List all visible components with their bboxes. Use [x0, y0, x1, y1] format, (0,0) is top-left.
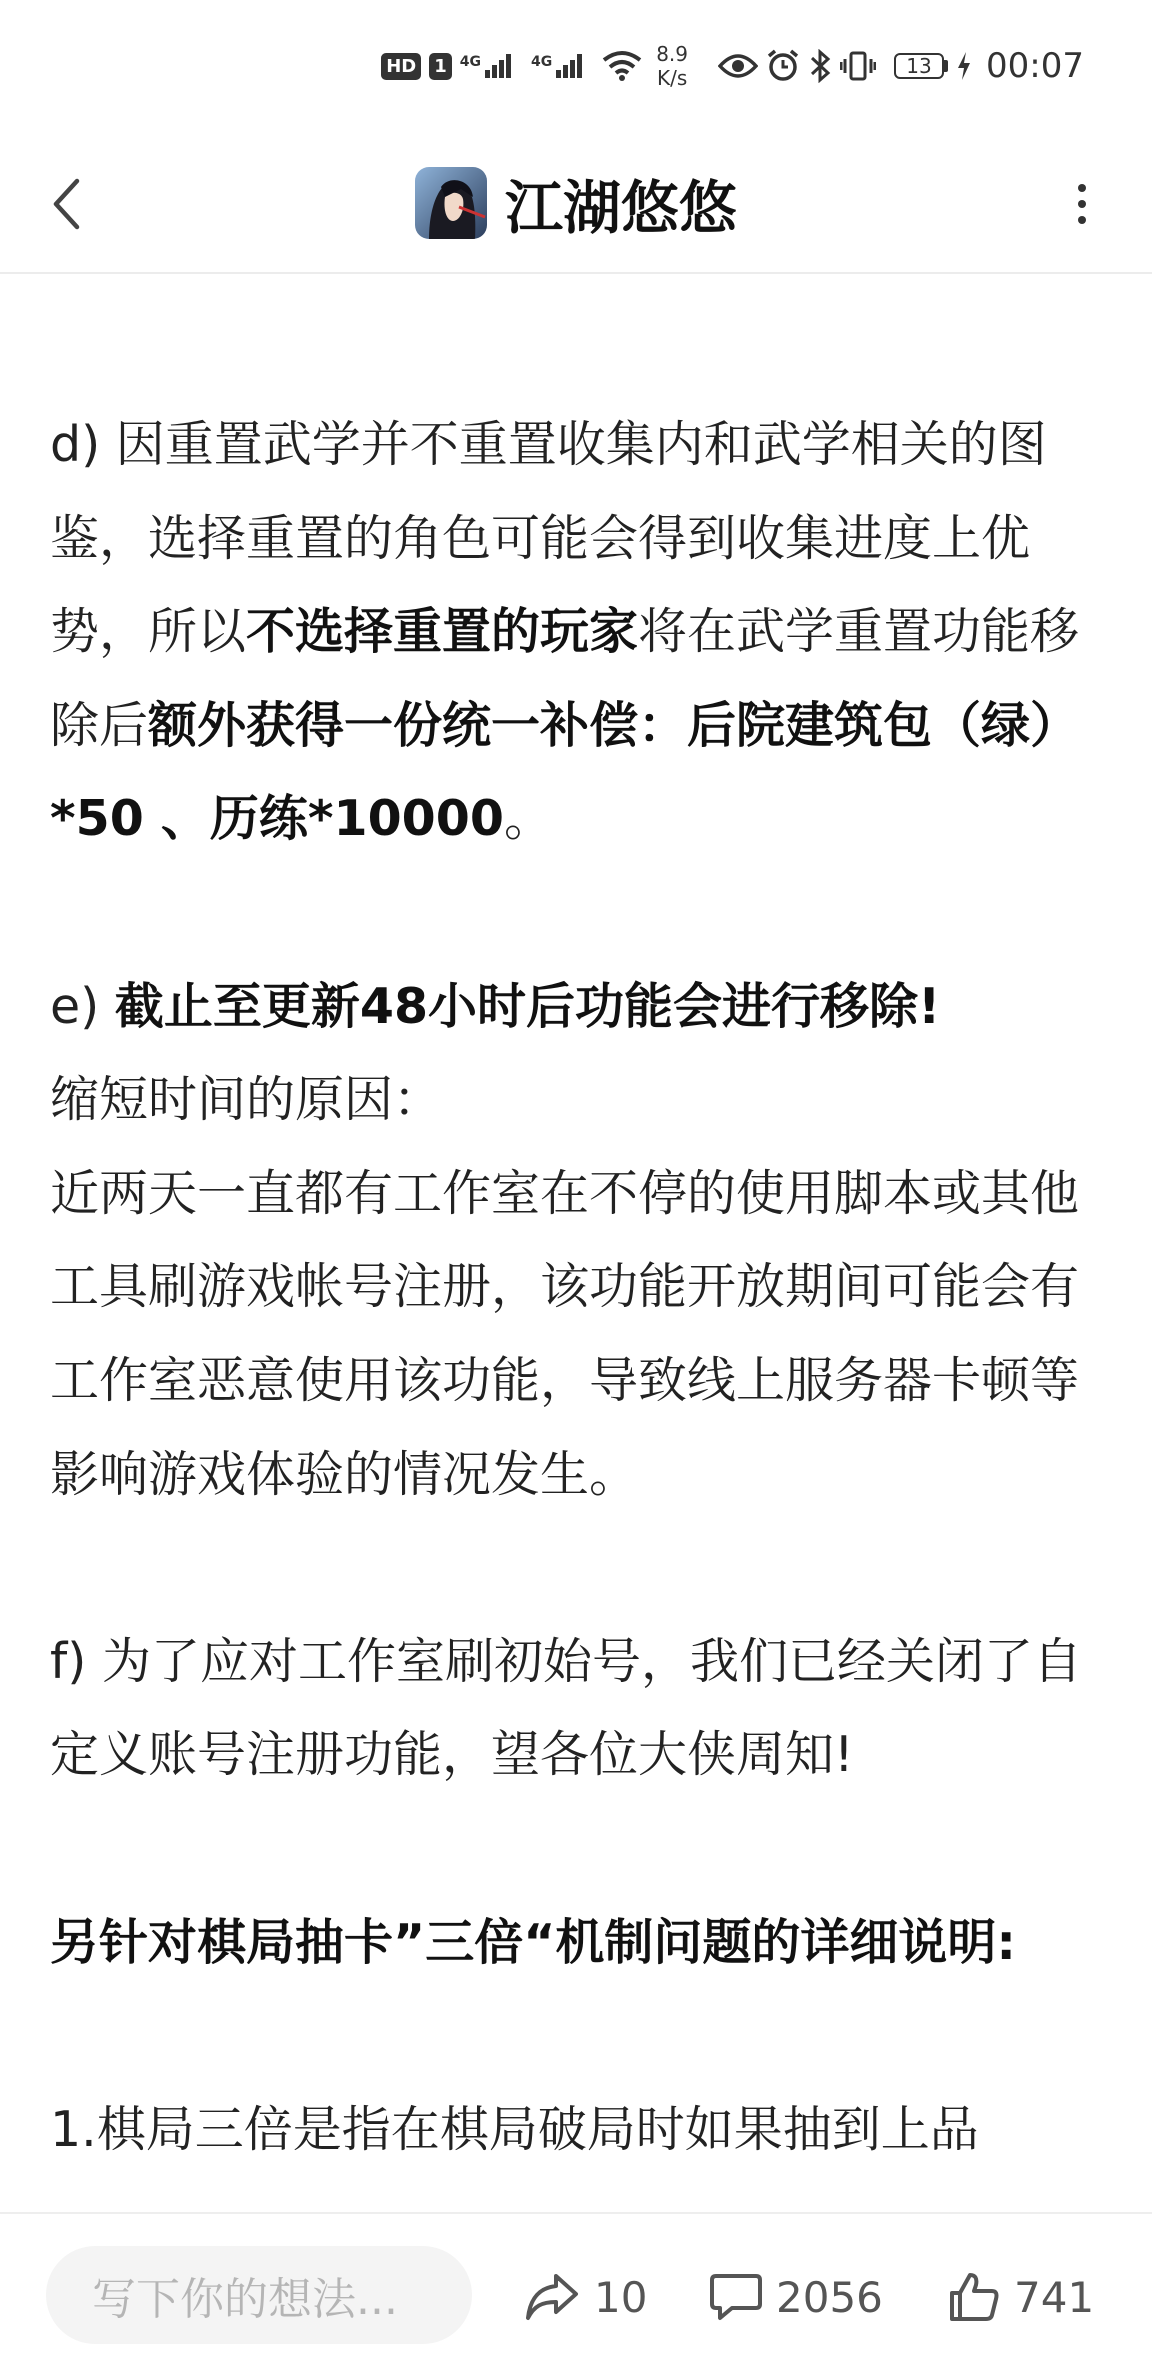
comment-icon	[710, 2272, 762, 2322]
spacer	[50, 1802, 1100, 1896]
reason-body: 近两天一直都有工作室在不停的使用脚本或其他工具刷游戏帐号注册，该功能开放期间可能会有工作室恶意使用该功能，导致线上服务器卡顿等影响游戏体验的情况发生。	[50, 1164, 1080, 1503]
paragraph-d-text-2: 将在武学重置功能移除后	[50, 603, 1080, 754]
paragraph-f: f) 为了应对工作室刷初始号，我们已经关闭了自定义账号注册功能，望各位大侠周知!	[50, 1632, 1082, 1784]
eye-icon	[718, 52, 758, 80]
network-speed-value: 8.9	[656, 42, 689, 66]
paragraph-d	[50, 398, 1100, 866]
comment-input[interactable]	[46, 2246, 472, 2344]
paragraph-e-bold: 截止至更新48小时后功能会进行移除!	[114, 977, 941, 1035]
charging-icon	[956, 51, 972, 81]
comment-placeholder: 写下你的想法...	[92, 2274, 398, 2325]
battery-icon	[894, 53, 948, 79]
status-icons	[381, 36, 1084, 96]
reason-title: 缩短时间的原因：	[50, 1071, 443, 1129]
comment-button[interactable]	[710, 2252, 883, 2342]
spacer	[50, 1989, 1100, 2083]
paragraph-d-text-1: d) 因重置武学并不重置收集内和武学相关的图鉴，选择重置的角色可能会得到收集进度上优势，所以	[50, 416, 1047, 661]
header-title-group	[0, 134, 1152, 272]
article-body	[50, 398, 1100, 2210]
status-bar	[0, 0, 1152, 134]
signal-tag-2: 4G	[530, 54, 553, 70]
paragraph-d-bold-2: 额外获得一份统一补偿：后院建筑包（绿）*50 、历练*10000	[50, 696, 1080, 848]
paragraph-d-bold-1: 不选择重置的玩家	[246, 603, 639, 661]
paragraph-d-end: 。	[503, 790, 553, 848]
wifi-icon	[602, 50, 642, 82]
vibrate-icon	[840, 50, 876, 82]
network-speed	[656, 42, 688, 90]
sim-slot-badge: 1	[429, 53, 452, 80]
paragraph-e-prefix: e)	[50, 977, 115, 1035]
share-button[interactable]	[524, 2252, 647, 2342]
share-icon	[524, 2272, 580, 2322]
signal-icon	[460, 54, 511, 78]
spacer	[50, 866, 1100, 960]
section-heading: 另针对棋局抽卡”三倍“机制问题的详细说明:	[50, 1913, 1017, 1971]
paragraph-e	[50, 960, 1100, 1054]
game-avatar[interactable]	[415, 167, 487, 239]
page-title: 江湖悠悠	[504, 174, 737, 242]
bottom-action-bar	[0, 2212, 1152, 2376]
bluetooth-icon	[808, 49, 832, 83]
like-button[interactable]	[948, 2252, 1094, 2342]
more-vertical-icon[interactable]	[1052, 174, 1112, 234]
battery-level: 13	[906, 54, 932, 78]
comment-count: 2056	[776, 2272, 883, 2322]
spacer	[50, 1521, 1100, 1615]
signal-icon-2	[531, 54, 582, 78]
hd-badge: HD	[381, 53, 421, 80]
network-speed-unit: K/s	[656, 66, 688, 90]
paragraph-1-partial: 1.棋局三倍是指在棋局破局时如果抽到上品	[50, 2100, 979, 2158]
clock: 00:07	[986, 46, 1084, 86]
thumbs-up-icon	[948, 2271, 1000, 2323]
alarm-icon	[766, 49, 800, 83]
signal-tag: 4G	[459, 54, 481, 70]
app-header	[0, 134, 1152, 274]
share-count: 10	[594, 2272, 648, 2322]
like-count: 741	[1014, 2272, 1095, 2322]
